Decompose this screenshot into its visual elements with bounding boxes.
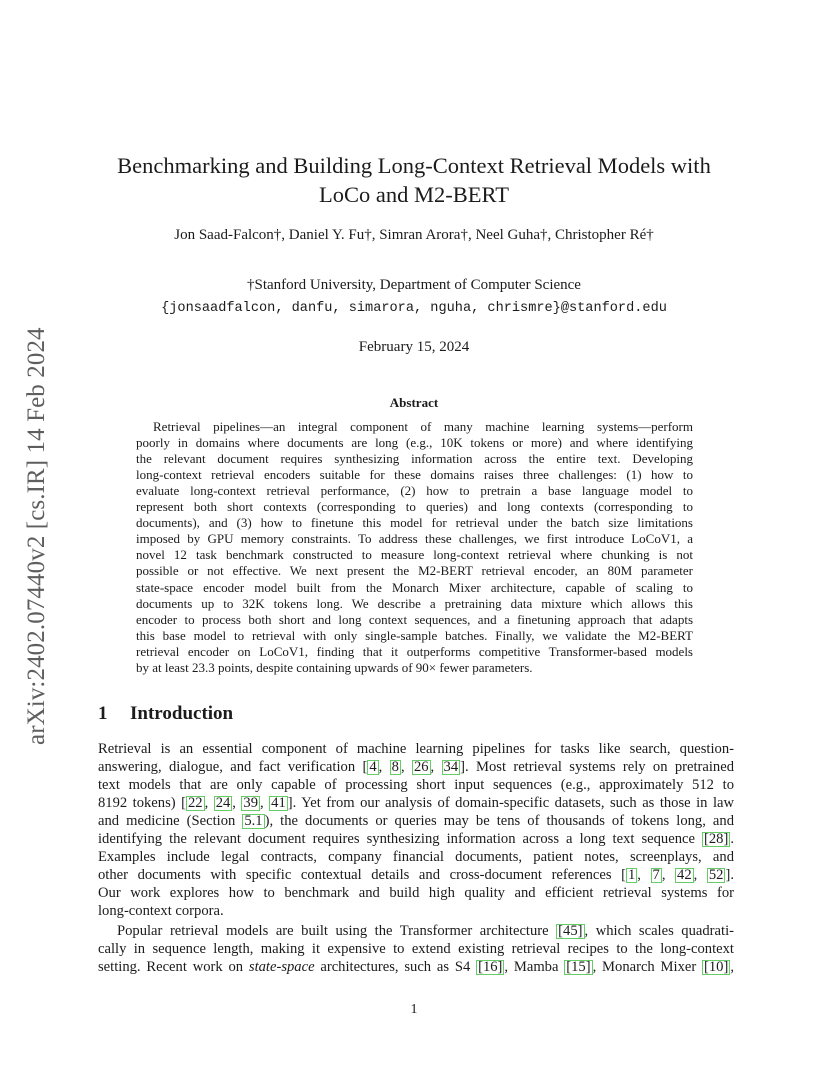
citation-link[interactable]: [45] [558, 923, 583, 939]
intro-p1-line-10: long-context corpora. [98, 903, 224, 919]
citation-bracket: [ [362, 759, 368, 775]
paper-title-line-2: LoCo and M2-BERT [319, 182, 509, 207]
citation-link[interactable]: 24 [215, 795, 231, 811]
abstract-line: evaluate long-context retrieval performance, (2) how to pretrain a base language model to [136, 483, 693, 499]
author-emails: {jonsaadfalcon, danfu, simarora, nguha, chrismre}@stanford.edu [161, 301, 667, 316]
intro-p1-line-5: and medicine (Section 5.1 ), the documents or queries may be tens of thousands of tokens long, and [98, 813, 734, 829]
abstract-line: poorly in domains where documents are long (e.g., 10K tokens or more) and where identifying [136, 435, 693, 451]
citation-link[interactable]: 8 [391, 759, 399, 775]
paper-title-line-1: Benchmarking and Building Long-Context Retrieval Models with [117, 153, 711, 178]
section-number: 1 [98, 703, 108, 724]
citation-link[interactable]: 34 [443, 759, 459, 775]
intro-p1-line-6: identifying the relevant document requires synthesizing information across a long text sequence [28] . [98, 831, 734, 847]
abstract-line: retrieval encoder on LoCoV1, finding that it outperforms competitive Transformer-based models [136, 643, 693, 659]
page-number: 1 [410, 1002, 418, 1017]
abstract-heading: Abstract [389, 395, 439, 410]
abstract-line: documents), and (3) how to finetune this model for retrieval under the batch size limitations [136, 515, 693, 531]
intro-p1-line-7: Examples include legal contracts, company financial documents, patient notes, screenplays, and [98, 849, 734, 865]
intro-p1-line-2: answering, dialogue, and fact verification [ 4 , 8 , 26 , 34 ]. Most retrieval systems rely on pretrained [98, 759, 735, 775]
section-title: Introduction [130, 703, 234, 724]
citation-link[interactable]: 1 [627, 867, 636, 883]
citation-link[interactable]: 42 [677, 867, 692, 883]
abstract-line: encoder to process both short and long context sequences, and a finetuning approach that adapts [136, 611, 693, 627]
citation-link[interactable]: 4 [369, 759, 377, 775]
abstract-line: novel 12 task benchmark constructed to measure long-context retrieval where chunking is not [136, 547, 693, 563]
abstract-line: by at least 23.3 points, despite containing upwards of 90× fewer parameters. [136, 659, 533, 675]
intro-p2-line-2: cally in sequence length, making it expensive to extend existing retrieval recipes to the long-context [98, 941, 734, 957]
arxiv-identifier: arXiv:2402.07440v2 [cs.IR] 14 Feb 2024 [23, 327, 50, 745]
citation-link[interactable]: 39 [243, 795, 259, 811]
intro-p1-line-4: 8192 tokens) [ 22 , 24 , 39 , 41 ]. Yet from our analysis of domain-specific datasets, such as those in law [98, 795, 735, 811]
abstract-line: Retrieval pipelines—an integral component of many machine learning systems—perform [153, 419, 693, 434]
emphasis-state-space: state-space [248, 959, 315, 975]
citation-link[interactable]: 7 [652, 867, 660, 883]
intro-p2-line-3: setting. Recent work on state-space architectures, such as S4 [16] , Mamba [15] , Monarch Mixer [10] , [98, 959, 734, 975]
abstract-line: documents up to 32K tokens long. We describe a pretraining data mixture which allows this [136, 595, 693, 611]
abstract-line: long-context retrieval encoders suitable for these domains raises three challenges: (1) how to [136, 467, 693, 483]
intro-p1-line-1: Retrieval is an essential component of machine learning pipelines for tasks like search, question- [98, 741, 734, 757]
citation-link[interactable]: [10] [704, 959, 729, 975]
section-heading-introduction [98, 703, 233, 725]
citation-link[interactable]: [15] [566, 959, 591, 975]
citation-link[interactable]: 41 [271, 795, 286, 811]
intro-p1-line-8: other documents with specific contextual details and cross-document references [ 1 , 7 , 42 , 52 ]. [98, 867, 734, 883]
abstract-line: the relevant document requires synthesizing information across the entire text. Developing [136, 451, 693, 467]
citation-link[interactable]: 22 [187, 795, 203, 811]
author-list: Jon Saad-Falcon†, Daniel Y. Fu†, Simran Arora†, Neel Guha†, Christopher Ré† [174, 227, 654, 243]
abstract-line: this base model to retrieval with only single-sample batches. Finally, we validate the M2-BERT [136, 627, 693, 643]
citation-link[interactable]: 26 [413, 759, 429, 775]
section-reference-link[interactable]: 5.1 [244, 813, 263, 829]
intro-p2-line-1: Popular retrieval models are built using the Transformer architecture [45] , which scales quadrati- [117, 923, 734, 939]
citation-link[interactable]: [28] [704, 831, 729, 847]
intro-p1-line-9: Our work explores how to benchmark and build high quality and efficient retrieval systems for [98, 885, 734, 901]
affiliation: †Stanford University, Department of Computer Science [247, 277, 581, 293]
abstract-line: represent both short contexts (corresponding to queries) and long contexts (corresponding to [136, 499, 693, 515]
citation-link[interactable]: 52 [708, 867, 724, 883]
paper-date: February 15, 2024 [358, 339, 470, 355]
abstract-line: imposed by GPU memory constraints. To address these challenges, we first introduce LoCoV1, a [136, 531, 693, 547]
abstract-line: state-space encoder model built from the Monarch Mixer architecture, capable of scaling to [136, 579, 693, 595]
abstract-line: possible or not effective. We next present the M2-BERT retrieval encoder, an 80M parameter [136, 563, 693, 579]
citation-link[interactable]: [16] [478, 959, 503, 975]
intro-p1-line-3: text models that are only capable of processing short input sequences (e.g., approximately 512 to [98, 777, 734, 793]
